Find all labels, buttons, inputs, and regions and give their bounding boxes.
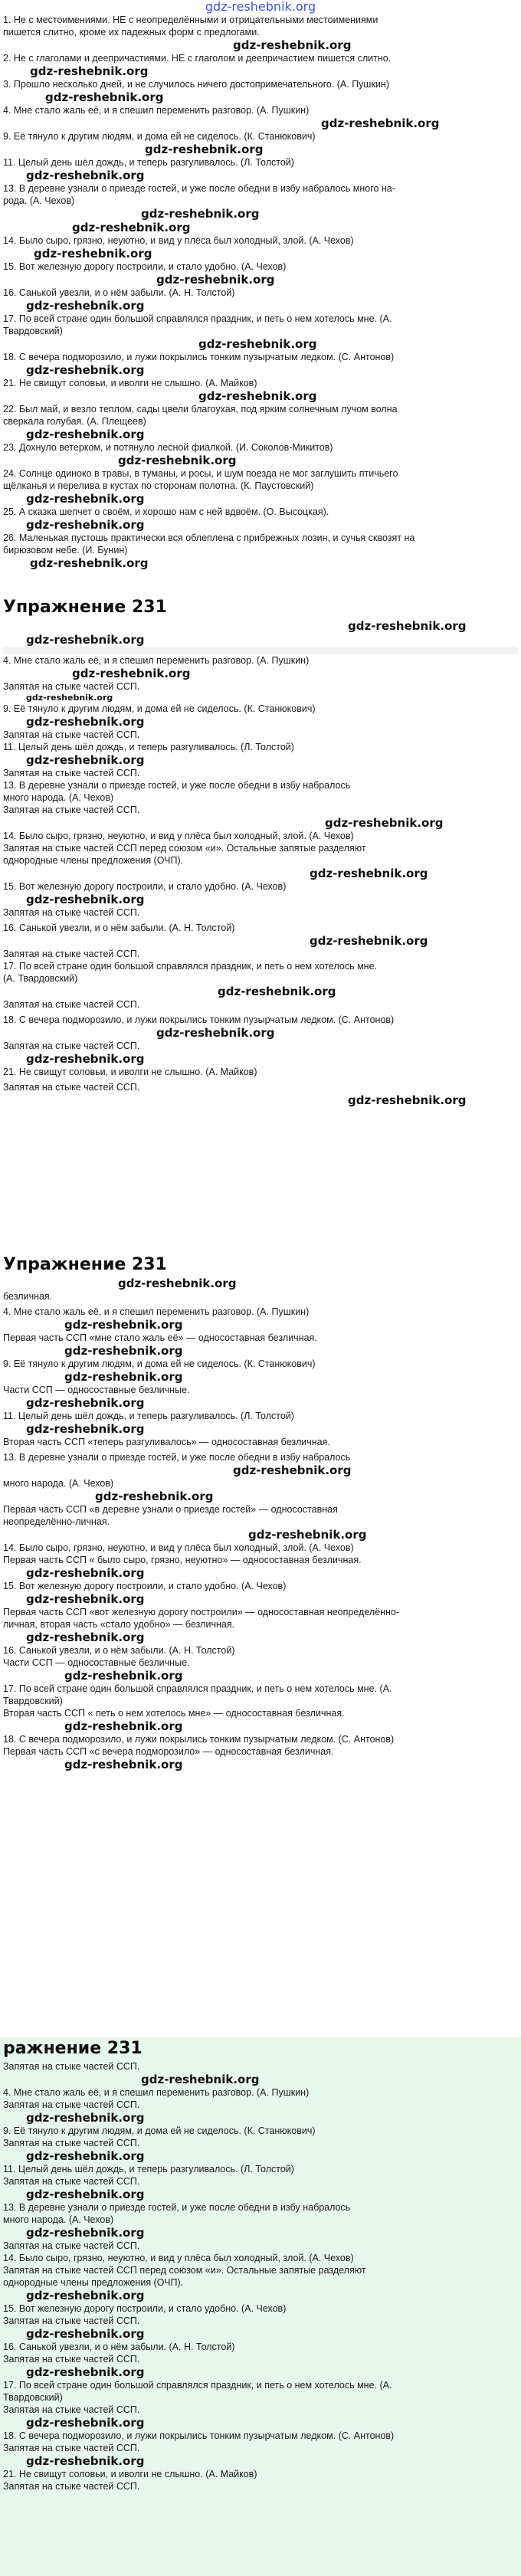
- text-line: 9. Её тянуло к другим людям, и дома ей не сиделось. (К. Станюкович): [3, 2125, 316, 2136]
- text-line: 14. Было сыро, грязно, неуютно, и вид у плёса был холодный, злой. (А. Чехов): [3, 831, 354, 841]
- watermark: gdz-reshebnik.org: [26, 363, 145, 377]
- text-line: 21. Не свищут соловьи, и иволги не слышно. (А. Майков): [3, 2469, 257, 2479]
- text-line: рода. (А. Чехов): [3, 195, 75, 206]
- watermark: gdz-reshebnik.org: [26, 2416, 145, 2430]
- text-line: Первая часть ССП «мне стало жаль её» — односоставная безличная.: [3, 1332, 317, 1343]
- watermark: gdz-reshebnik.org: [26, 1592, 145, 1606]
- watermark: gdz-reshebnik.org: [26, 299, 145, 313]
- text-line: 13. В деревне узнали о приезде гостей, и уже после обедни в избу набралось: [3, 780, 351, 791]
- watermark: gdz-reshebnik.org: [156, 1026, 275, 1040]
- watermark: gdz-reshebnik.org: [45, 90, 164, 104]
- watermark: gdz-reshebnik.org: [248, 1528, 367, 1542]
- text-line: 15. Вот железную дорогу построили, и стало удобно. (А. Чехов): [3, 881, 287, 892]
- text-line: 4. Мне стало жаль её, и я спешил переменить разговор. (А. Пушкин): [3, 2087, 310, 2098]
- section-heading: Упражнение 231: [3, 598, 167, 617]
- text-line: Запятая на стыке частей ССП.: [3, 2443, 140, 2453]
- text-line: 16. Санькой увезли, и о нём забыли. (А. Н. Толстой): [3, 287, 235, 298]
- watermark: gdz-reshebnik.org: [72, 221, 191, 234]
- watermark: gdz-reshebnik.org: [26, 893, 145, 906]
- watermark: gdz-reshebnik.org: [233, 1463, 352, 1477]
- watermark: gdz-reshebnik.org: [64, 1758, 183, 1771]
- text-line: Запятая на стыке частей ССП.: [3, 2061, 140, 2072]
- text-line: Твардовский): [3, 1696, 63, 1706]
- watermark: gdz-reshebnik.org: [64, 1318, 183, 1332]
- text-line: 1. Не с местоимениями. НЕ с неопределёнными и отрицательными местоимениями: [3, 15, 378, 25]
- text-line: Вторая часть ССП « петь о нем хотелось мне» — односоставная безличная.: [3, 1708, 345, 1719]
- watermark: gdz-reshebnik.org: [72, 667, 191, 680]
- watermark: gdz-reshebnik.org: [26, 2327, 145, 2341]
- text-line: Запятая на стыке частей ССП.: [3, 805, 140, 815]
- text-line: Запятая на стыке частей ССП.: [3, 2240, 140, 2251]
- text-line: Запятая на стыке частей ССП.: [3, 729, 140, 740]
- watermark: gdz-reshebnik.org: [26, 2188, 145, 2201]
- text-line: 21. Не свищут соловьи, и иволги не слышно. (А. Майков): [3, 1067, 257, 1077]
- watermark: gdz-reshebnik.org: [325, 816, 444, 830]
- text-line: 4. Мне стало жаль её, и я спешил переменить разговор. (А. Пушкин): [3, 105, 310, 116]
- watermark: gdz-reshebnik.org: [26, 693, 113, 703]
- text-line: Первая часть ССП «в деревне узнали о приезде гостей» — односоставная: [3, 1504, 338, 1515]
- text-line: 17. По всей стране один большой справлялся праздник, и петь о нем хотелось мне.: [3, 961, 378, 972]
- watermark: gdz-reshebnik.org: [26, 1566, 145, 1580]
- text-line: 16. Санькой увезли, и о нём забыли. (А. Н. Толстой): [3, 2342, 235, 2352]
- text-line: неопределённо-личная.: [3, 1516, 110, 1527]
- watermark: gdz-reshebnik.org: [198, 389, 317, 403]
- watermark: gdz-reshebnik.org: [26, 428, 145, 441]
- text-line: безличная.: [3, 1291, 53, 1302]
- text-line: 13. В деревне узнали о приезде гостей, и уже после обедни в избу набралось: [3, 1452, 351, 1463]
- text-line: Первая часть ССП «вот железную дорогу построили» — односоставная неопределённо-: [3, 1607, 400, 1617]
- text-line: 4. Мне стало жаль её, и я спешил переменить разговор. (А. Пушкин): [3, 1306, 310, 1317]
- text-line: 9. Её тянуло к другим людям, и дома ей не сиделось. (К. Станюкович): [3, 703, 316, 714]
- watermark: gdz-reshebnik.org: [26, 2149, 145, 2163]
- text-line: 13. В деревне узнали о приезде гостей, и уже после обедни в избу набралось много на-: [3, 183, 395, 194]
- text-line: Части ССП — односоставные безличные.: [3, 1385, 190, 1395]
- watermark: gdz-reshebnik.org: [26, 1052, 145, 1066]
- text-line: Запятая на стыке частей ССП перед союзом «и». Остальные запятые разделяют: [3, 843, 366, 854]
- watermark: gdz-reshebnik.org: [26, 753, 145, 767]
- section-exercise-sentence-types: [0, 1254, 521, 2037]
- watermark: gdz-reshebnik.org: [30, 64, 149, 78]
- watermark: gdz-reshebnik.org: [310, 934, 428, 948]
- text-line: Запятая на стыке частей ССП.: [3, 2138, 140, 2148]
- text-line: 11. Целый день шёл дождь, и теперь разгуливалось. (Л. Толстой): [3, 1411, 294, 1421]
- watermark: gdz-reshebnik.org: [26, 518, 145, 532]
- text-line: 4. Мне стало жаль её, и я спешил переменить разговор. (А. Пушкин): [3, 655, 310, 666]
- text-line: Вторая часть ССП «теперь разгуливалось» — односоставная безличная.: [3, 1437, 330, 1447]
- text-line: 14. Было сыро, грязно, неуютно, и вид у плёса был холодный, злой. (А. Чехов): [3, 1542, 354, 1553]
- watermark: gdz-reshebnik.org: [26, 633, 145, 647]
- text-line: Запятая на стыке частей ССП.: [3, 2354, 140, 2365]
- watermark: gdz-reshebnik.org: [95, 1490, 214, 1503]
- top-watermark: gdz-reshebnik.org: [205, 0, 316, 14]
- watermark: gdz-reshebnik.org: [141, 2073, 260, 2086]
- watermark: gdz-reshebnik.org: [233, 38, 352, 52]
- text-line: 18. С вечера подморозило, и лужи покрылись тонким пузырчатым ледком. (С. Антонов): [3, 1014, 395, 1025]
- watermark: gdz-reshebnik.org: [118, 454, 237, 467]
- watermark: gdz-reshebnik.org: [218, 985, 336, 998]
- text-line: 24. Солнце одиноко в травы, в туманы, и росы, и шум поезда не мог заглушить птичьего: [3, 468, 398, 479]
- divider: [3, 647, 518, 654]
- text-line: Запятая на стыке частей ССП.: [3, 2315, 140, 2326]
- text-line: Запятая на стыке частей ССП.: [3, 681, 140, 692]
- watermark: gdz-reshebnik.org: [145, 143, 264, 156]
- watermark: gdz-reshebnik.org: [30, 556, 149, 570]
- text-line: много народа. (А. Чехов): [3, 792, 114, 803]
- section-heading: Упражнение 231: [3, 1255, 167, 1274]
- watermark: gdz-reshebnik.org: [64, 1719, 183, 1733]
- text-line: 14. Было сыро, грязно, неуютно, и вид у плёса был холодный, злой. (А. Чехов): [3, 235, 354, 246]
- watermark: gdz-reshebnik.org: [198, 337, 317, 351]
- text-line: 23. Дохнуло ветерком, и потянуло лесной фиалкой. (И. Соколов-Микитов): [3, 442, 333, 453]
- text-line: сверкала голубая. (А. Плещеев): [3, 416, 146, 427]
- watermark: gdz-reshebnik.org: [118, 1277, 237, 1290]
- watermark: gdz-reshebnik.org: [26, 2289, 145, 2302]
- text-line: Запятая на стыке частей ССП.: [3, 2099, 140, 2110]
- text-line: 21. Не свищут соловьи, и иволги не слышно. (А. Майков): [3, 378, 257, 388]
- watermark: gdz-reshebnik.org: [64, 1344, 183, 1358]
- text-line: Запятая на стыке частей ССП.: [3, 2481, 140, 2492]
- watermark: gdz-reshebnik.org: [26, 2365, 145, 2379]
- text-line: 15. Вот железную дорогу построили, и стало удобно. (А. Чехов): [3, 1581, 287, 1591]
- text-line: Твардовский): [3, 326, 63, 336]
- text-line: 18. С вечера подморозило, и лужи покрылись тонким пузырчатым ледком. (С. Антонов): [3, 352, 395, 362]
- watermark: gdz-reshebnik.org: [26, 2111, 145, 2125]
- text-line: 11. Целый день шёл дождь, и теперь разгуливалось. (Л. Толстой): [3, 157, 294, 168]
- text-line: пишется слитно, кроме их падежных форм с предлогами.: [3, 27, 260, 38]
- text-line: 16. Санькой увезли, и о нём забыли. (А. Н. Толстой): [3, 923, 235, 933]
- watermark: gdz-reshebnik.org: [26, 715, 145, 729]
- text-line: 17. По всей стране один большой справлялся праздник, и петь о нем хотелось мне. (А.: [3, 2380, 392, 2391]
- text-line: однородные члены предложения (ОЧП).: [3, 2277, 184, 2288]
- watermark: gdz-reshebnik.org: [348, 619, 467, 633]
- text-line: личная, вторая часть «стало удобно» — безличная.: [3, 1619, 235, 1630]
- text-line: Части ССП — односоставные безличные.: [3, 1657, 190, 1668]
- text-line: Твардовский): [3, 2392, 63, 2403]
- text-line: Первая часть ССП «с вечера подморозило» — односоставная безличная.: [3, 1746, 334, 1757]
- text-line: 17. По всей стране один большой справлялся праздник, и петь о нем хотелось мне. (А.: [3, 313, 392, 324]
- text-line: 9. Её тянуло к другим людям, и дома ей не сиделось. (К. Станюкович): [3, 131, 316, 142]
- watermark: gdz-reshebnik.org: [64, 1669, 183, 1683]
- text-line: щёлканья и перелива в кустах по сторонам полотна. (К. Паустовский): [3, 480, 314, 491]
- text-line: 11. Целый день шёл дождь, и теперь разгуливалось. (Л. Толстой): [3, 2164, 294, 2175]
- text-line: 25. А сказка шепчет о своём, и хорошо нам с ней вдвоём. (О. Высоцкая).: [3, 506, 329, 517]
- text-line: бирюзовом небе. (И. Бунин): [3, 545, 128, 556]
- text-line: 15. Вот железную дорогу построили, и стало удобно. (А. Чехов): [3, 261, 287, 272]
- text-line: 17. По всей стране один большой справлялся праздник, и петь о нем хотелось мне. (А.: [3, 1683, 392, 1694]
- section-exercise-highlighted: [0, 2037, 521, 2576]
- watermark: gdz-reshebnik.org: [26, 1396, 145, 1410]
- text-line: Запятая на стыке частей ССП.: [3, 1041, 140, 1051]
- text-line: много народа. (А. Чехов): [3, 2214, 114, 2225]
- section-exercise-punctuation: [0, 596, 521, 1254]
- text-line: Запятая на стыке частей ССП.: [3, 949, 140, 959]
- section-rules-and-sentences: [0, 14, 521, 596]
- watermark: gdz-reshebnik.org: [64, 1370, 183, 1384]
- watermark: gdz-reshebnik.org: [26, 169, 145, 182]
- text-line: 9. Её тянуло к другим людям, и дома ей не сиделось. (К. Станюкович): [3, 1358, 316, 1369]
- text-line: 14. Было сыро, грязно, неуютно, и вид у плёса был холодный, злой. (А. Чехов): [3, 2253, 354, 2263]
- text-line: (А. Твардовский): [3, 973, 78, 984]
- text-line: Запятая на стыке частей ССП.: [3, 2404, 140, 2415]
- text-line: 18. С вечера подморозило, и лужи покрылись тонким пузырчатым ледком. (С. Антонов): [3, 1734, 395, 1745]
- watermark: gdz-reshebnik.org: [34, 247, 152, 261]
- text-line: Первая часть ССП « было сыро, грязно, неуютно» — односоставная безличная.: [3, 1555, 362, 1565]
- text-line: Запятая на стыке частей ССП.: [3, 768, 140, 778]
- watermark: gdz-reshebnik.org: [26, 1630, 145, 1644]
- text-line: 15. Вот железную дорогу построили, и стало удобно. (А. Чехов): [3, 2303, 287, 2314]
- watermark: gdz-reshebnik.org: [156, 273, 275, 287]
- text-line: Запятая на стыке частей ССП.: [3, 999, 140, 1010]
- section-heading: ражнение 231: [3, 2039, 143, 2058]
- text-line: много народа. (А. Чехов): [3, 1478, 114, 1489]
- text-line: 2. Не с глаголами и деепричастиями. НЕ с глаголом и деепричастием пишется слитно.: [3, 53, 392, 64]
- text-line: однородные члены предложения (ОЧП).: [3, 855, 184, 866]
- watermark: gdz-reshebnik.org: [141, 207, 260, 221]
- watermark: gdz-reshebnik.org: [26, 1422, 145, 1436]
- watermark: gdz-reshebnik.org: [26, 2226, 145, 2240]
- text-line: Запятая на стыке частей ССП.: [3, 2176, 140, 2187]
- text-line: Запятая на стыке частей ССП.: [3, 1082, 140, 1093]
- watermark: gdz-reshebnik.org: [310, 867, 428, 880]
- watermark: gdz-reshebnik.org: [321, 116, 440, 130]
- text-line: 26. Маленькая пустошь практически вся облеплена с прибрежных лозин, и сучья сквозят на: [3, 533, 415, 543]
- watermark: gdz-reshebnik.org: [26, 492, 145, 506]
- text-line: Запятая на стыке частей ССП перед союзом «и». Остальные запятые разделяют: [3, 2265, 366, 2276]
- text-line: 3. Прошло несколько дней, и не случилось ничего достопримечательного. (А. Пушкин): [3, 79, 389, 90]
- watermark: gdz-reshebnik.org: [348, 1093, 467, 1107]
- text-line: 16. Санькой увезли, и о нём забыли. (А. Н. Толстой): [3, 1645, 235, 1656]
- text-line: 13. В деревне узнали о приезде гостей, и уже после обедни в избу набралось: [3, 2202, 351, 2213]
- text-line: 22. Был май, и везло теплом, сады цвели благоухая, под ярким солнечным лучом волна: [3, 404, 398, 415]
- watermark: gdz-reshebnik.org: [26, 2454, 145, 2468]
- text-line: 11. Целый день шёл дождь, и теперь разгуливалось. (Л. Толстой): [3, 742, 294, 752]
- text-line: 18. С вечера подморозило, и лужи покрылись тонким пузырчатым ледком. (С. Антонов): [3, 2430, 395, 2441]
- text-line: Запятая на стыке частей ССП.: [3, 907, 140, 918]
